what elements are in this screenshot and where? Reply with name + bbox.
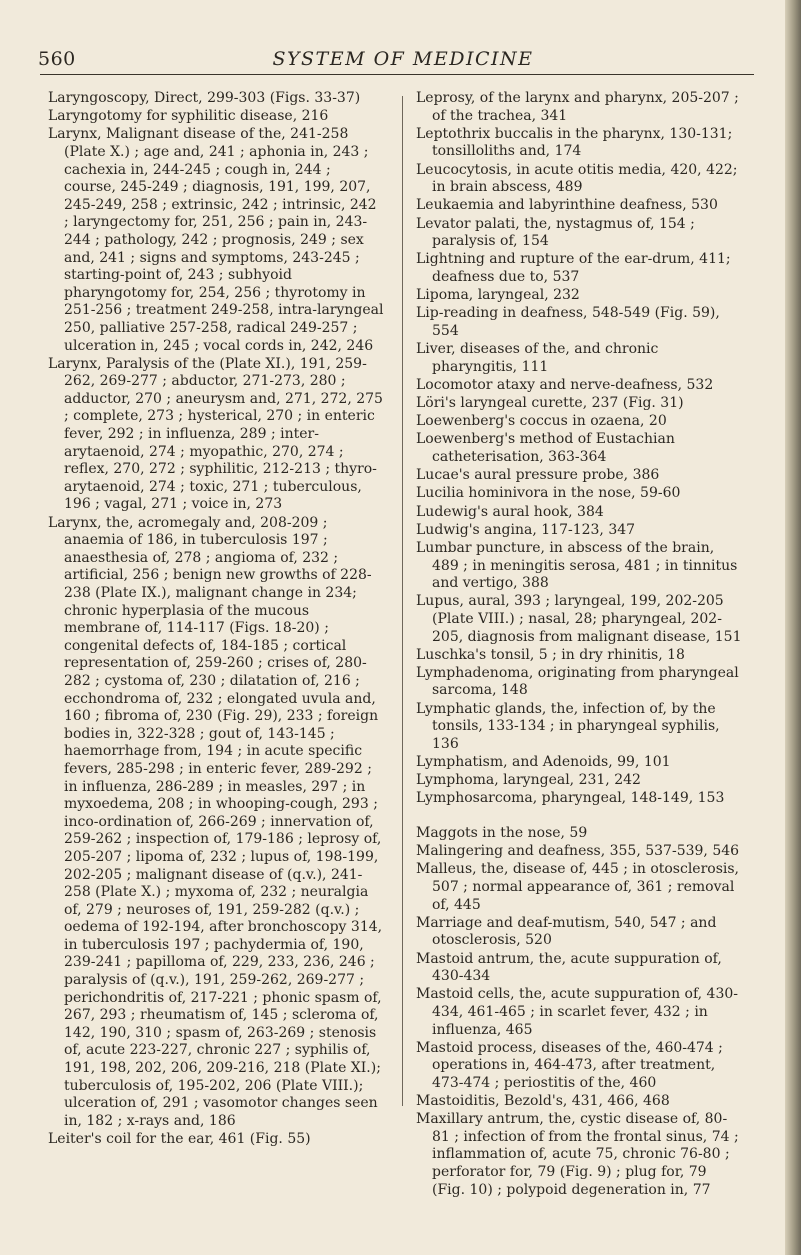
index-entry: Ludwig's angina, 117-123, 347 <box>416 521 636 538</box>
index-entry: Mastoid process, diseases of the, 460-474 ; operations in, 464-473, after treatment, 473-474 ; periostitis of the, 460 <box>416 1039 723 1091</box>
index-entry: Lip-reading in deafness, 548-549 (Fig. 59), 554 <box>416 305 720 339</box>
index-entry: Leprosy, of the larynx and pharynx, 205-207 ; of the trachea, 341 <box>416 90 739 124</box>
index-entry: Lymphadenoma, originating from pharyngeal sarcoma, 148 <box>416 664 739 699</box>
index-entry: Liver, diseases of the, and chronic pharyngitis, 111 <box>416 341 659 375</box>
index-entry: Leukaemia and labyrinthine deafness, 530 <box>416 197 718 214</box>
index-entry: Leucocytosis, in acute otitis media, 420, 422; in brain abscess, 489 <box>416 161 738 196</box>
index-entry: Levator palati, the, nystagmus of, 154 ; paralysis of, 154 <box>416 215 695 250</box>
running-title: SYSTEM OF MEDICINE <box>272 48 534 70</box>
index-entry: Larynx, Malignant disease of the, 241-258 (Plate X.) ; age and, 241 ; aphonia in, 243 ; cachexia in, 244-245 ; cough in, 244 ; course, 245-249 ; diagnosis, 191, 199, 207, 245-249, 258 ; extrinsic, 242 ; intrinsic, 242 ; laryngectomy for, 251, 256 ; pain in, 243-244 ; pathology, 242 ; prognosis, 249 ; sex and, 241 ; signs and symptoms, 243-245 ; starting-point of, 243 ; subhyoid pharyngotomy for, 254, 256 ; thyrotomy in 251-256 ; treatment 249-258, intra-laryngeal 250, palliative 257-258, radical 249-257 ; ulceration in, 245 ; vocal cords in, 242, 246 <box>48 126 384 354</box>
index-entry: Loewenberg's coccus in ozaena, 20 <box>416 413 667 430</box>
header-rule <box>40 74 754 75</box>
index-entry: Lupus, aural, 393 ; laryngeal, 199, 202-205 (Plate VIII.) ; nasal, 28; pharyngeal, 202-205, diagnosis from malignant disease, 151 <box>416 593 742 645</box>
index-entry: Leptothrix buccalis in the pharynx, 130-131; tonsilloliths and, 174 <box>416 125 733 160</box>
index-entry: Lightning and rupture of the ear-drum, 411; deafness due to, 537 <box>416 251 731 285</box>
index-entry: Mastoid antrum, the, acute suppuration of, 430-434 <box>416 950 722 985</box>
index-entry: Lucilia hominivora in the nose, 59-60 <box>416 485 681 502</box>
page-edge-shadow <box>785 0 801 1255</box>
index-entry: Laryngotomy for syphilitic disease, 216 <box>48 108 329 125</box>
index-entry: Maggots in the nose, 59 <box>416 825 588 841</box>
index-entry: Mastoid cells, the, acute suppuration of, 430-434, 461-465 ; in scarlet fever, 432 ; in influenza, 465 <box>416 986 739 1038</box>
page-number: 560 <box>38 48 76 70</box>
index-entry: Malingering and deafness, 355, 537-539, 546 <box>416 843 740 860</box>
index-entry: Luschka's tonsil, 5 ; in dry rhinitis, 18 <box>416 646 685 663</box>
index-entry: Lucae's aural pressure probe, 386 <box>416 467 660 484</box>
index-entry: Maxillary antrum, the, cystic disease of, 80-81 ; infection of from the frontal sinus, 74 ; inflammation of, acute 75, chronic 76-80 ; perforator for, 79 (Fig. 9) ; plug for, 79 (Fig. 10) ; polypoid degeneration in, 77 <box>416 1111 739 1198</box>
index-entry: Lymphoma, laryngeal, 231, 242 <box>416 772 641 789</box>
index-entry: Mastoiditis, Bezold's, 431, 466, 468 <box>416 1093 670 1110</box>
index-entry: Loewenberg's method of Eustachian catheterisation, 363-364 <box>416 431 675 465</box>
index-entry: Larynx, the, acromegaly and, 208-209 ; anaemia of 186, in tuberculosis 197 ; anaesthesia of, 278 ; angioma of, 232 ; artificial, 256 ; benign new growths of 228-238 (Plate IX.), malignant change in 234; chronic hyperplasia of the mucous membrane of, 114-117 (Figs. 18-20) ; congenital defects of, 184-185 ; cortical representation of, 259-260 ; crises of, 280-282 ; cystoma of, 230 ; dilatation of, 216 ; ecchondroma of, 232 ; elongated uvula and, 160 ; fibroma of, 230 (Fig. 29), 233 ; foreign bodies in, 322-328 ; gout of, 143-145 ; haemorrhage from, 194 ; in acute specific fevers, 285-298 ; in enteric fever, 289-292 ; in influenza, 286-289 ; in measles, 297 ; in myxoedema, 208 ; in whooping-cough, 293 ; inco-ordination of, 266-269 ; innervation of, 259-262 ; inspection of, 179-186 ; leprosy of, 205-207 ; lipoma of, 232 ; lupus of, 198-199, 202-205 ; malignant disease of (q.v.), 241-258 (Plate X.) ; myxoma of, 232 ; neuralgia of, 279 ; neuroses of, 191, 259-282 (q.v.) ; oedema of 192-194, after bronchoscopy 314, in tuberculosis 197 ; pachydermia of, 190, 239-241 ; papilloma of, 229, 233, 236, 246 ; paralysis of (q.v.), 191, 259-262, 269-277 ; perichondritis of, 217-221 ; phonic spasm of, 267, 293 ; rheumatism of, 145 ; scleroma of, 142, 190, 310 ; spasm of, 263-269 ; stenosis of, acute 223-227, chronic 227 ; syphilis of, 191, 198, 202, 206, 209-216, 218 (Plate XI.); tuberculosis of, 195-202, 206 (Plate VIII.); ulceration of, 291 ; vasomotor changes seen in, 182 ; x-rays and, 186 <box>48 514 383 1129</box>
index-entry: Leiter's coil for the ear, 461 (Fig. 55) <box>48 1131 311 1147</box>
index-entry: Lumbar puncture, in abscess of the brain, 489 ; in meningitis serosa, 481 ; in tinnitus and vertigo, 388 <box>416 539 738 592</box>
index-entry: Löri's laryngeal curette, 237 (Fig. 31) <box>416 395 684 412</box>
index-entry: Larynx, Paralysis of the (Plate XI.), 191, 259-262, 269-277 ; abductor, 271-273, 280 ; adductor, 270 ; aneurysm and, 271, 272, 275 ; complete, 273 ; hysterical, 270 ; in enteric fever, 292 ; in influenza, 289 ; inter-arytaenoid, 274 ; myopathic, 270, 274 ; reflex, 270, 272 ; syphilitic, 212-213 ; thyro-arytaenoid, 274 ; toxic, 271 ; tuberculous, 196 ; vagal, 271 ; voice in, 273 <box>48 355 383 513</box>
index-entry: Lymphatism, and Adenoids, 99, 101 <box>416 754 671 771</box>
index-entry: Laryngoscopy, Direct, 299-303 (Figs. 33-37) <box>48 90 361 106</box>
index-entry: Marriage and deaf-mutism, 540, 547 ; and otosclerosis, 520 <box>416 914 717 949</box>
index-entry: Lymphosarcoma, pharyngeal, 148-149, 153 <box>416 790 725 807</box>
index-column-left <box>48 90 385 1149</box>
index-column-right <box>416 90 744 1200</box>
index-entry: Lymphatic glands, the, infection of, by the tonsils, 133-134 ; in pharyngeal syphilis, 136 <box>416 700 720 752</box>
column-divider <box>402 96 403 1106</box>
index-entry: Ludewig's aural hook, 384 <box>416 503 604 520</box>
index-entry: Locomotor ataxy and nerve-deafness, 532 <box>416 376 714 393</box>
index-entry: Lipoma, laryngeal, 232 <box>416 287 580 304</box>
index-entry: Malleus, the, disease of, 445 ; in otosclerosis, 507 ; normal appearance of, 361 ; removal of, 445 <box>416 861 740 913</box>
